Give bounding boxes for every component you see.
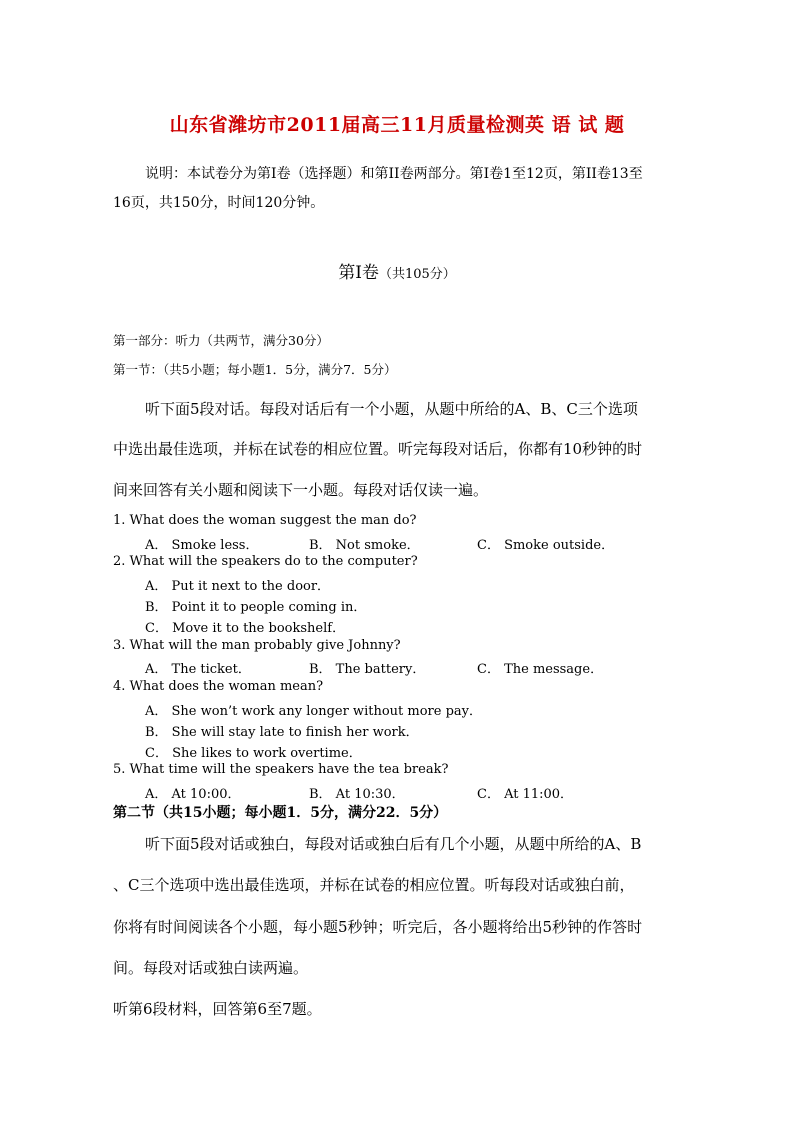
part1-heading: 第一部分：听力（共两节，满分30分） [113, 333, 329, 348]
option-4c: C． She likes to work overtime． [145, 746, 362, 761]
option-2c: C． Move it to the bookshelf． [145, 621, 346, 636]
section2-instruction-line: 、C三个选项中选出最佳选项，并标在试卷的相应位置。听每段对话或独白前， [113, 876, 635, 894]
option-5b: B． At 10:30． [309, 787, 405, 802]
question-2: 2. What will the speakers do to the computer? [113, 554, 418, 569]
question-4: 4. What does the woman mean? [113, 679, 324, 694]
volume-sub: （共105分） [378, 267, 456, 282]
option-1c: C． Smoke outside． [477, 538, 615, 553]
section2-heading: 第二节（共15小题；每小题1．5分，满分22．5分） [113, 805, 448, 821]
question-1: 1. What does the woman suggest the man do? [113, 513, 417, 528]
option-3c: C． The message． [477, 662, 604, 677]
option-3b: B． The battery． [309, 662, 426, 677]
page-title: 山东省潍坊市2011届高三11月质量检测英 语 试 题 [169, 114, 625, 136]
instruction-line: 间来回答有关小题和阅读下一小题。每段对话仅读一遍。 [113, 481, 489, 499]
section2-instruction-line: 间。每段对话或独白读两遍。 [113, 959, 309, 977]
section2-instruction-line: 听下面5段对话或独白，每段对话或独白后有几个小题，从题中所给的A、B [145, 835, 642, 853]
exam-note-line2: 16页，共150分，时间120分钟。 [113, 195, 325, 211]
volume-main: 第I卷 [338, 263, 379, 283]
option-2b: B． Point it to people coming in． [145, 600, 367, 615]
volume-heading [0, 258, 794, 283]
instruction-line: 中选出最佳选项，并标在试卷的相应位置。听完每段对话后，你都有10秒钟的时 [113, 440, 643, 458]
instruction-line: 听下面5段对话。每段对话后有一个小题，从题中所给的A、B、C三个选项 [145, 400, 638, 418]
section2-instruction-line: 你将有时间阅读各个小题，每小题5秒钟；听完后，各小题将给出5秒钟的作答时 [113, 918, 643, 936]
option-2a: A． Put it next to the door． [145, 579, 331, 594]
material-6-heading: 听第6段材料，回答第6至7题。 [113, 1000, 322, 1018]
option-1a: A． Smoke less． [145, 538, 259, 553]
section1-heading: 第一节：（共5小题；每小题1．5分，满分7．5分） [113, 362, 397, 377]
option-4a: A． She won’t work any longer without more pay． [145, 704, 482, 719]
exam-note-line1: 说明：本试卷分为第I卷（选择题）和第II卷两部分。第I卷1至12页，第II卷13至 [145, 166, 643, 182]
question-5: 5. What time will the speakers have the tea break? [113, 762, 449, 777]
option-5a: A． At 10:00． [145, 787, 241, 802]
option-4b: B． She will stay late to finish her work． [145, 725, 419, 740]
option-1b: B． Not smoke． [309, 538, 420, 553]
question-3: 3. What will the man probably give Johnny? [113, 638, 401, 653]
option-3a: A． The ticket． [145, 662, 251, 677]
option-5c: C． At 11:00． [477, 787, 574, 802]
